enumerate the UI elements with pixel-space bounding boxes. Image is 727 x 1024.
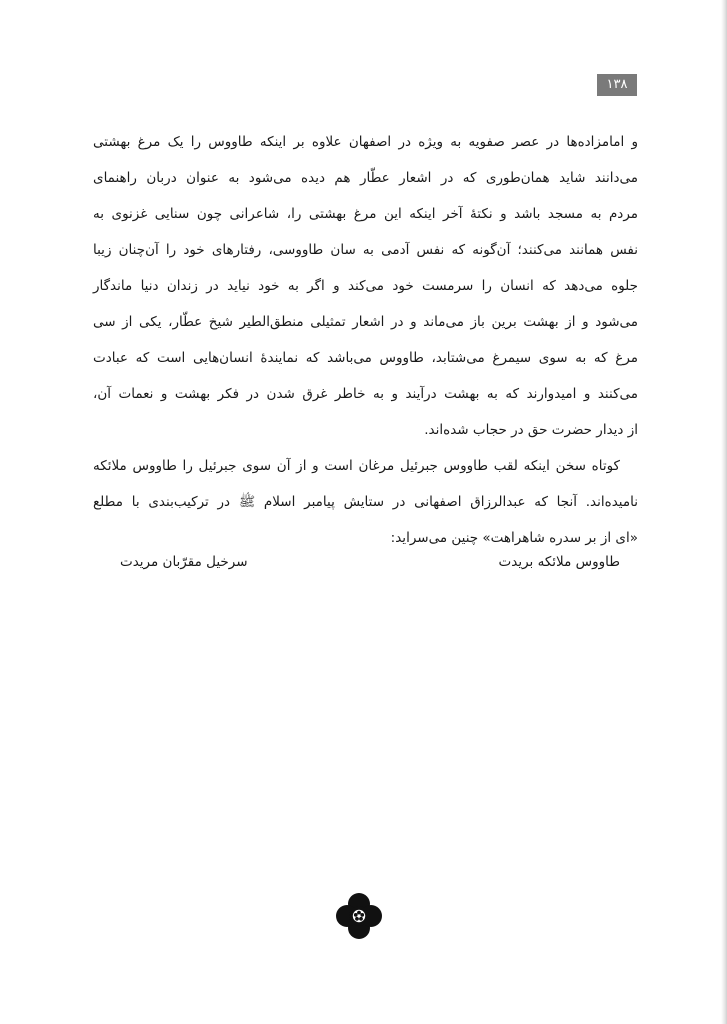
body-line: می‌کنند و امیدوارند که به بهشت درآیند و به خاطر غرق شدن در فکر بهشت و نعمات آن، <box>93 386 638 402</box>
page-number-badge: ۱۳۸ <box>597 74 637 96</box>
body-text <box>93 124 638 556</box>
body-line: نفس همانند می‌کنند؛ آن‌گونه که نفس آدمی به سان طاووسی، رفتارهای خود را آن‌چنان زیبا <box>93 242 638 258</box>
body-line: می‌دانند شاید همان‌طوری که در اشعار عطّار هم دیده می‌شود به عنوان دربان راهنمای <box>93 170 638 186</box>
poem-hemistich-second: سرخیل مقرّبان مریدت <box>120 554 248 570</box>
body-line: جلوه می‌دهد که انسان را سرمست خود می‌کند و اگر به خود نیاید در زندان دنیا ماندگار <box>93 278 638 294</box>
body-line: کوتاه سخن اینکه لقب طاووس جبرئیل مرغان است و از آن سوی جبرئیل را طاووس ملائکه <box>93 458 620 474</box>
body-line: «ای از بر سدره شاهراهت» چنین می‌سراید: <box>390 530 638 546</box>
poem-verse <box>120 547 620 577</box>
body-line: مرغ که به سوی سیمرغ می‌شتابد، طاووس می‌باشد که نمایندهٔ انسان‌هایی است که عبادت <box>93 350 638 366</box>
body-line: مردم به مسجد باشد و نکتهٔ آخر اینکه این مرغ بهشتی را، شاعرانی چون سنایی غزنوی به <box>93 206 638 222</box>
poem-hemistich-first: طاووس ملائکه بریدت <box>498 554 620 570</box>
flower-ornament-icon <box>336 893 382 939</box>
body-line: می‌شود و از بهشت برین باز می‌ماند و در اشعار تمثیلی منطق‌الطیر شیخ عطّار، یکی از سی <box>93 314 638 330</box>
body-line: از دیدار حضرت حق در حجاب شده‌اند. <box>424 422 638 438</box>
body-line: نامیده‌اند. آنجا که عبدالرزاق اصفهانی در ستایش پیامبر اسلام ﷺ در ترکیب‌بندی با مطلع <box>93 494 638 510</box>
page-edge-shadow <box>721 0 727 1024</box>
body-line: و امامزاده‌ها در عصر صفویه به ویژه در اصفهان علاوه بر اینکه طاووس را یک مرغ بهشتی <box>93 134 638 150</box>
